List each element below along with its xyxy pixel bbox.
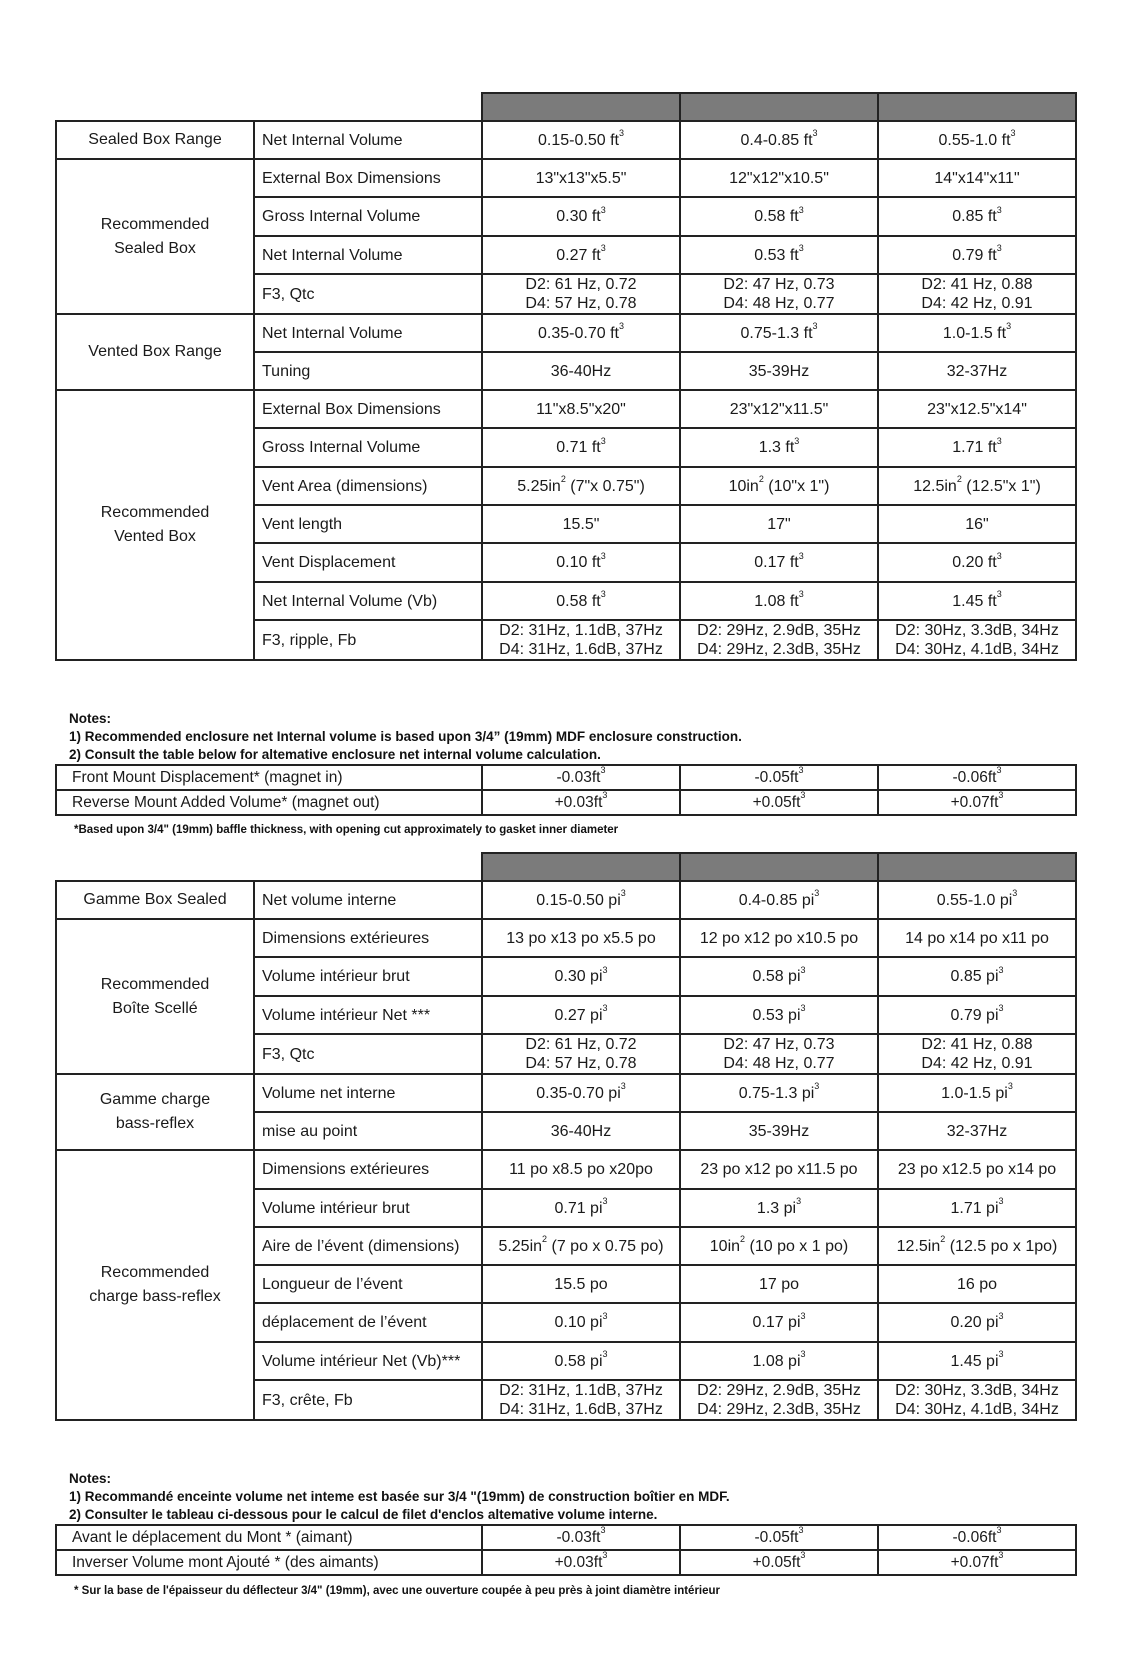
mount-label: Front Mount Displacement* (magnet in)	[56, 765, 482, 790]
header-model-2	[680, 93, 878, 121]
mount-value: $-0.05ft^3$	[680, 765, 878, 790]
parameter-label: Volume intérieur Net (Vb)***	[254, 1342, 482, 1380]
parameter-label: F3, Qtc	[254, 274, 482, 314]
header-model-3	[878, 93, 1076, 121]
value-cell: 14"x14"x11"	[878, 159, 1076, 197]
value-cell: 1.45 $pi^3$	[878, 1342, 1076, 1380]
notes-heading: Notes:	[69, 1471, 112, 1486]
parameter-label: F3, Qtc	[254, 1034, 482, 1074]
group-label: Gamme charge bass-reflex	[56, 1074, 254, 1150]
parameter-label: Gross Internal Volume	[254, 197, 482, 236]
table-row	[56, 314, 1076, 352]
group-label: Gamme Box Sealed	[56, 881, 254, 919]
value-cell: 17 po	[680, 1265, 878, 1303]
header-model-3	[878, 853, 1076, 881]
value-cell: 0.10 $pi^3$	[482, 1303, 680, 1342]
value-cell: D2: 31Hz, 1.1dB, 37Hz D4: 31Hz, 1.6dB, 37Hz	[482, 620, 680, 660]
value-cell: D2: 30Hz, 3.3dB, 34Hz D4: 30Hz, 4.1dB, 34Hz	[878, 620, 1076, 660]
french-footnote: * Sur la base de l'épaisseur du déflecteur 3/4" (19mm), avec une ouverture coupée à peu près à joint diamètre intérieur	[74, 1585, 721, 1597]
value-cell: 0.30 $pi^3$	[482, 957, 680, 996]
value-cell: 0.35-0.70 $pi^3$	[482, 1074, 680, 1112]
note-2: 2) Consult the table below for altemative enclosure net internal volume calculation.	[69, 747, 601, 762]
mount-value: $+0.03ft^3$	[482, 790, 680, 815]
header-row	[56, 853, 1076, 881]
value-cell: 11"x8.5"x20"	[482, 390, 680, 428]
french-notes	[69, 1470, 730, 1524]
value-cell: 0.27 $ft^3$	[482, 236, 680, 274]
value-cell: 0.58 $ft^3$	[680, 197, 878, 236]
mount-row	[56, 1525, 1076, 1550]
parameter-label: Volume intérieur brut	[254, 1189, 482, 1227]
header-model-1	[482, 853, 680, 881]
group-label: Recommended Sealed Box	[56, 159, 254, 314]
mount-value: $+0.05ft^3$	[680, 790, 878, 815]
parameter-label: Vent Displacement	[254, 543, 482, 582]
table-row	[56, 390, 1076, 428]
value-cell: 0.71 $pi^3$	[482, 1189, 680, 1227]
parameter-label: External Box Dimensions	[254, 159, 482, 197]
value-cell: 0.17 $pi^3$	[680, 1303, 878, 1342]
value-cell: 0.55-1.0 $ft^3$	[878, 121, 1076, 159]
value-cell: 0.71 $ft^3$	[482, 428, 680, 467]
group-label: Recommended Vented Box	[56, 390, 254, 660]
value-cell: 35-39Hz	[680, 1112, 878, 1150]
parameter-label: F3, ripple, Fb	[254, 620, 482, 660]
parameter-label: Net Internal Volume (Vb)	[254, 582, 482, 620]
header-blank	[56, 853, 482, 881]
header-blank	[56, 93, 482, 121]
table-row	[56, 159, 1076, 197]
value-cell: 15.5 po	[482, 1265, 680, 1303]
value-cell: D2: 29Hz, 2.9dB, 35Hz D4: 29Hz, 2.3dB, 35Hz	[680, 620, 878, 660]
value-cell: 23"x12.5"x14"	[878, 390, 1076, 428]
parameter-label: Net Internal Volume	[254, 121, 482, 159]
value-cell: 1.45 $ft^3$	[878, 582, 1076, 620]
value-cell: D2: 29Hz, 2.9dB, 35Hz D4: 29Hz, 2.3dB, 35Hz	[680, 1380, 878, 1420]
parameter-label: Dimensions extérieures	[254, 919, 482, 957]
mount-value: $+0.07ft^3$	[878, 790, 1076, 815]
value-cell: 12"x12"x10.5"	[680, 159, 878, 197]
value-cell: $5.25in^2$ (7"x 0.75")	[482, 467, 680, 505]
parameter-label: Longueur de l’évent	[254, 1265, 482, 1303]
table-row	[56, 121, 1076, 159]
parameter-label: Net Internal Volume	[254, 236, 482, 274]
value-cell: 0.30 $ft^3$	[482, 197, 680, 236]
mount-value: $-0.03ft^3$	[482, 1525, 680, 1550]
value-cell: 23 po x12 po x11.5 po	[680, 1150, 878, 1189]
english-mount-table	[55, 764, 1077, 816]
mount-label: Inverser Volume mont Ajouté * (des aimants)	[56, 1550, 482, 1575]
parameter-label: F3, crête, Fb	[254, 1380, 482, 1420]
parameter-label: Gross Internal Volume	[254, 428, 482, 467]
value-cell: 23 po x12.5 po x14 po	[878, 1150, 1076, 1189]
value-cell: 0.35-0.70 $ft^3$	[482, 314, 680, 352]
value-cell: 14 po x14 po x11 po	[878, 919, 1076, 957]
table-row	[56, 881, 1076, 919]
group-label: Sealed Box Range	[56, 121, 254, 159]
mount-label: Reverse Mount Added Volume* (magnet out)	[56, 790, 482, 815]
value-cell: D2: 41 Hz, 0.88 D4: 42 Hz, 0.91	[878, 1034, 1076, 1074]
value-cell: $10in^2$ (10"x 1")	[680, 467, 878, 505]
mount-row	[56, 765, 1076, 790]
value-cell: 0.53 $ft^3$	[680, 236, 878, 274]
table-row	[56, 919, 1076, 957]
value-cell: 16"	[878, 505, 1076, 543]
group-label: Recommended charge bass-reflex	[56, 1150, 254, 1420]
mount-value: $+0.03ft^3$	[482, 1550, 680, 1575]
value-cell: 0.20 $pi^3$	[878, 1303, 1076, 1342]
parameter-label: Vent Area (dimensions)	[254, 467, 482, 505]
value-cell: 0.58 $pi^3$	[680, 957, 878, 996]
value-cell: D2: 61 Hz, 0.72 D4: 57 Hz, 0.78	[482, 274, 680, 314]
parameter-label: Tuning	[254, 352, 482, 390]
english-notes	[69, 710, 742, 764]
group-label: Recommended Boîte Scellé	[56, 919, 254, 1074]
value-cell: D2: 31Hz, 1.1dB, 37Hz D4: 31Hz, 1.6dB, 37Hz	[482, 1380, 680, 1420]
value-cell: D2: 30Hz, 3.3dB, 34Hz D4: 30Hz, 4.1dB, 34Hz	[878, 1380, 1076, 1420]
value-cell: 0.58 $ft^3$	[482, 582, 680, 620]
header-model-2	[680, 853, 878, 881]
parameter-label: Volume net interne	[254, 1074, 482, 1112]
french-mount-table	[55, 1524, 1077, 1576]
note-2: 2) Consulter le tableau ci-dessous pour le calcul de filet d'enclos altemative volume interne.	[69, 1507, 658, 1522]
parameter-label: Aire de l’évent (dimensions)	[254, 1227, 482, 1265]
value-cell: $12.5in^2$ (12.5 po x 1po)	[878, 1227, 1076, 1265]
french-spec-table	[55, 852, 1077, 1421]
value-cell: 0.17 $ft^3$	[680, 543, 878, 582]
note-1: 1) Recommandé enceinte volume net inteme est basée sur 3/4 "(19mm) de construction boîtier en MDF.	[69, 1489, 730, 1504]
parameter-label: Volume intérieur Net ***	[254, 996, 482, 1034]
english-spec-table	[55, 92, 1077, 661]
value-cell: 1.71 $pi^3$	[878, 1189, 1076, 1227]
value-cell: $5.25in^2$ (7 po x 0.75 po)	[482, 1227, 680, 1265]
value-cell: 1.3 $pi^3$	[680, 1189, 878, 1227]
mount-value: $+0.07ft^3$	[878, 1550, 1076, 1575]
value-cell: 1.3 $ft^3$	[680, 428, 878, 467]
value-cell: 0.75-1.3 $ft^3$	[680, 314, 878, 352]
value-cell: 1.71 $ft^3$	[878, 428, 1076, 467]
header-model-1	[482, 93, 680, 121]
parameter-label: Dimensions extérieures	[254, 1150, 482, 1189]
value-cell: 15.5"	[482, 505, 680, 543]
table-row	[56, 1074, 1076, 1112]
mount-row	[56, 790, 1076, 815]
value-cell: $10in^2$ (10 po x 1 po)	[680, 1227, 878, 1265]
value-cell: 17"	[680, 505, 878, 543]
table-row	[56, 1150, 1076, 1189]
value-cell: 0.4-0.85 $pi^3$	[680, 881, 878, 919]
value-cell: D2: 47 Hz, 0.73 D4: 48 Hz, 0.77	[680, 1034, 878, 1074]
value-cell: 0.20 $ft^3$	[878, 543, 1076, 582]
mount-value: $-0.06ft^3$	[878, 1525, 1076, 1550]
value-cell: D2: 61 Hz, 0.72 D4: 57 Hz, 0.78	[482, 1034, 680, 1074]
parameter-label: Net Internal Volume	[254, 314, 482, 352]
value-cell: 36-40Hz	[482, 1112, 680, 1150]
value-cell: 12 po x12 po x10.5 po	[680, 919, 878, 957]
value-cell: 0.85 $ft^3$	[878, 197, 1076, 236]
parameter-label: déplacement de l’évent	[254, 1303, 482, 1342]
value-cell: 0.85 $pi^3$	[878, 957, 1076, 996]
value-cell: 1.0-1.5 $ft^3$	[878, 314, 1076, 352]
value-cell: 0.15-0.50 $ft^3$	[482, 121, 680, 159]
mount-label: Avant le déplacement du Mont * (aimant)	[56, 1525, 482, 1550]
value-cell: 0.15-0.50 $pi^3$	[482, 881, 680, 919]
mount-value: $-0.06ft^3$	[878, 765, 1076, 790]
value-cell: 0.55-1.0 $pi^3$	[878, 881, 1076, 919]
value-cell: 35-39Hz	[680, 352, 878, 390]
mount-row	[56, 1550, 1076, 1575]
value-cell: 13"x13"x5.5"	[482, 159, 680, 197]
mount-value: $-0.05ft^3$	[680, 1525, 878, 1550]
parameter-label: mise au point	[254, 1112, 482, 1150]
value-cell: 1.0-1.5 $pi^3$	[878, 1074, 1076, 1112]
value-cell: 32-37Hz	[878, 1112, 1076, 1150]
value-cell: 23"x12"x11.5"	[680, 390, 878, 428]
note-1: 1) Recommended enclosure net Internal volume is based upon 3/4” (19mm) MDF enclosure construction.	[69, 729, 742, 744]
parameter-label: External Box Dimensions	[254, 390, 482, 428]
value-cell: 0.75-1.3 $pi^3$	[680, 1074, 878, 1112]
value-cell: $12.5in^2$ (12.5"x 1")	[878, 467, 1076, 505]
english-footnote: *Based upon 3/4" (19mm) baffle thickness, with opening cut approximately to gasket inner diameter	[74, 824, 619, 836]
value-cell: 0.4-0.85 $ft^3$	[680, 121, 878, 159]
parameter-label: Volume intérieur brut	[254, 957, 482, 996]
mount-value: $-0.03ft^3$	[482, 765, 680, 790]
value-cell: 0.79 $pi^3$	[878, 996, 1076, 1034]
value-cell: 11 po x8.5 po x20po	[482, 1150, 680, 1189]
notes-heading: Notes:	[69, 711, 112, 726]
value-cell: 32-37Hz	[878, 352, 1076, 390]
value-cell: 16 po	[878, 1265, 1076, 1303]
value-cell: 13 po x13 po x5.5 po	[482, 919, 680, 957]
value-cell: 0.58 $pi^3$	[482, 1342, 680, 1380]
parameter-label: Net volume interne	[254, 881, 482, 919]
value-cell: 36-40Hz	[482, 352, 680, 390]
value-cell: 0.53 $pi^3$	[680, 996, 878, 1034]
group-label: Vented Box Range	[56, 314, 254, 390]
value-cell: 0.27 $pi^3$	[482, 996, 680, 1034]
value-cell: 1.08 $ft^3$	[680, 582, 878, 620]
header-row	[56, 93, 1076, 121]
value-cell: 1.08 $pi^3$	[680, 1342, 878, 1380]
value-cell: D2: 47 Hz, 0.73 D4: 48 Hz, 0.77	[680, 274, 878, 314]
value-cell: 0.10 $ft^3$	[482, 543, 680, 582]
parameter-label: Vent length	[254, 505, 482, 543]
value-cell: D2: 41 Hz, 0.88 D4: 42 Hz, 0.91	[878, 274, 1076, 314]
value-cell: 0.79 $ft^3$	[878, 236, 1076, 274]
mount-value: $+0.05ft^3$	[680, 1550, 878, 1575]
